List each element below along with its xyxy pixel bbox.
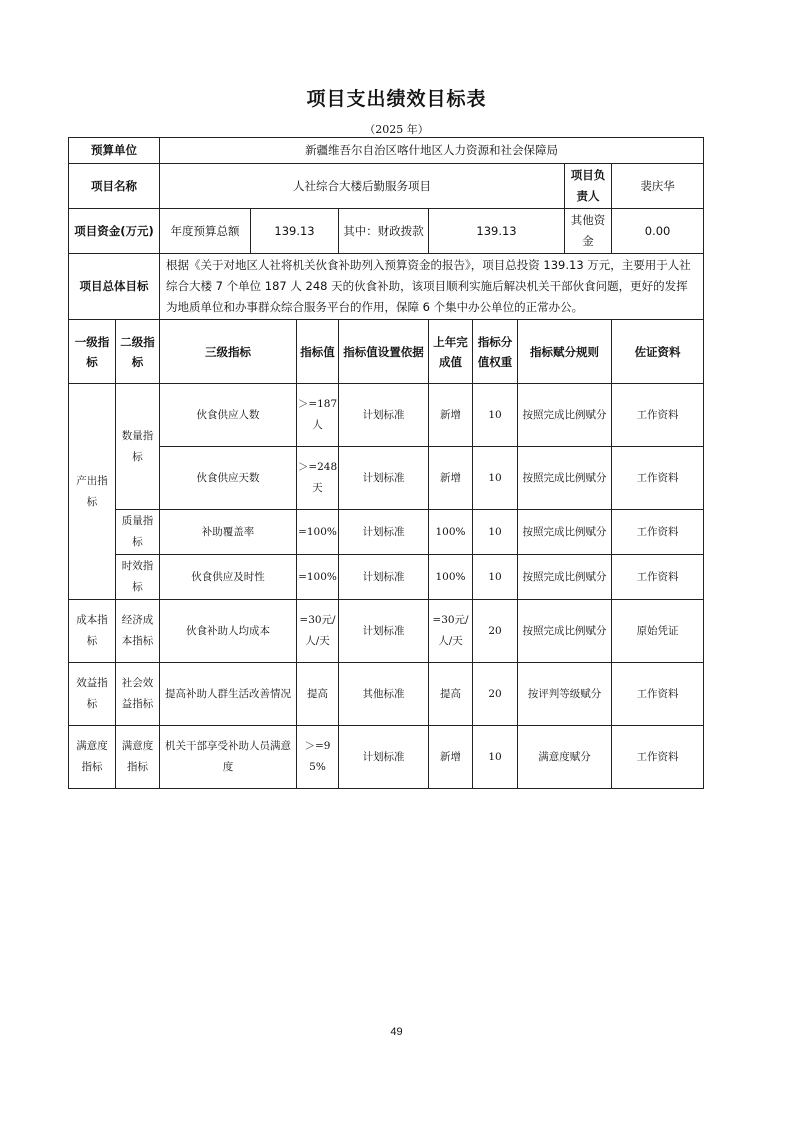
table-row	[69, 384, 704, 447]
last-year-cell: 新增	[429, 447, 473, 510]
rule-cell: 按评判等级赋分	[518, 663, 612, 726]
project-owner-label: 项目负责人	[565, 164, 612, 209]
indicator-cell: 补助覆盖率	[160, 510, 297, 555]
basis-cell: 计划标准	[339, 555, 429, 600]
value-cell: =100%	[297, 510, 339, 555]
value-cell: ＞=248天	[297, 447, 339, 510]
rule-cell: 按照完成比例赋分	[518, 600, 612, 663]
basis-cell: 计划标准	[339, 384, 429, 447]
project-name-row	[69, 164, 704, 209]
group-output: 产出指标	[69, 384, 116, 600]
col-header-basis: 指标值设置依据	[339, 320, 429, 384]
evidence-cell: 原始凭证	[612, 600, 704, 663]
rule-cell: 按照完成比例赋分	[518, 384, 612, 447]
column-header-row	[69, 320, 704, 384]
basis-cell: 其他标准	[339, 663, 429, 726]
table-row	[69, 555, 704, 600]
fiscal-funds-label: 其中：财政拨款	[339, 209, 429, 254]
evidence-cell: 工作资料	[612, 663, 704, 726]
value-cell: =30元/人/天	[297, 600, 339, 663]
group-quantity: 数量指标	[116, 384, 160, 510]
indicator-cell: 伙食供应人数	[160, 384, 297, 447]
group-cost: 成本指标	[69, 600, 116, 663]
budget-unit-row	[69, 138, 704, 164]
value-cell: 提高	[297, 663, 339, 726]
col-header-rule: 指标赋分规则	[518, 320, 612, 384]
budget-unit-label: 预算单位	[69, 138, 160, 164]
col-header-weight: 指标分值权重	[473, 320, 518, 384]
evidence-cell: 工作资料	[612, 510, 704, 555]
evidence-cell: 工作资料	[612, 447, 704, 510]
budget-unit-value: 新疆维吾尔自治区喀什地区人力资源和社会保障局	[160, 138, 704, 164]
weight-cell: 20	[473, 663, 518, 726]
table-row	[69, 447, 704, 510]
weight-cell: 10	[473, 447, 518, 510]
col-header-level1: 一级指标	[69, 320, 116, 384]
table-row	[69, 663, 704, 726]
performance-table	[68, 137, 704, 789]
other-funds-value: 0.00	[612, 209, 704, 254]
fiscal-funds-value: 139.13	[429, 209, 565, 254]
group-satisfaction-sub: 满意度指标	[116, 726, 160, 789]
other-funds-label: 其他资金	[565, 209, 612, 254]
last-year-cell: 100%	[429, 555, 473, 600]
group-benefit: 效益指标	[69, 663, 116, 726]
last-year-cell: 新增	[429, 384, 473, 447]
group-quality: 质量指标	[116, 510, 160, 555]
page-title: 项目支出绩效目标表	[306, 88, 487, 110]
rule-cell: 按照完成比例赋分	[518, 555, 612, 600]
weight-cell: 10	[473, 726, 518, 789]
last-year-cell: =30元/人/天	[429, 600, 473, 663]
year-note: （2025 年）	[364, 123, 429, 136]
basis-cell: 计划标准	[339, 726, 429, 789]
overall-goal-row	[69, 254, 704, 320]
weight-cell: 10	[473, 510, 518, 555]
col-header-last-year: 上年完成值	[429, 320, 473, 384]
col-header-level3: 三级指标	[160, 320, 297, 384]
basis-cell: 计划标准	[339, 600, 429, 663]
page-number: 49	[390, 1026, 403, 1038]
table-row	[69, 726, 704, 789]
project-name-value: 人社综合大楼后勤服务项目	[160, 164, 565, 209]
table-row	[69, 510, 704, 555]
weight-cell: 10	[473, 555, 518, 600]
weight-cell: 20	[473, 600, 518, 663]
indicator-cell: 伙食供应及时性	[160, 555, 297, 600]
indicator-cell: 提高补助人群生活改善情况	[160, 663, 297, 726]
evidence-cell: 工作资料	[612, 555, 704, 600]
evidence-cell: 工作资料	[612, 384, 704, 447]
indicator-cell: 机关干部享受补助人员满意度	[160, 726, 297, 789]
value-cell: ＞=187人	[297, 384, 339, 447]
col-header-evidence: 佐证资料	[612, 320, 704, 384]
funds-label: 项目资金(万元)	[69, 209, 160, 254]
indicator-cell: 伙食补助人均成本	[160, 600, 297, 663]
rule-cell: 满意度赋分	[518, 726, 612, 789]
last-year-cell: 提高	[429, 663, 473, 726]
col-header-level2: 二级指标	[116, 320, 160, 384]
evidence-cell: 工作资料	[612, 726, 704, 789]
group-social-benefit: 社会效益指标	[116, 663, 160, 726]
indicator-cell: 伙食供应天数	[160, 447, 297, 510]
rule-cell: 按照完成比例赋分	[518, 510, 612, 555]
weight-cell: 10	[473, 384, 518, 447]
project-owner-value: 裴庆华	[612, 164, 704, 209]
basis-cell: 计划标准	[339, 510, 429, 555]
value-cell: ＞=95%	[297, 726, 339, 789]
col-header-value: 指标值	[297, 320, 339, 384]
overall-goal-label: 项目总体目标	[69, 254, 160, 320]
annual-budget-value: 139.13	[251, 209, 339, 254]
group-satisfaction: 满意度指标	[69, 726, 116, 789]
funds-row	[69, 209, 704, 254]
rule-cell: 按照完成比例赋分	[518, 447, 612, 510]
group-economic-cost: 经济成本指标	[116, 600, 160, 663]
annual-budget-label: 年度预算总额	[160, 209, 251, 254]
group-timeliness: 时效指标	[116, 555, 160, 600]
table-row	[69, 600, 704, 663]
last-year-cell: 100%	[429, 510, 473, 555]
last-year-cell: 新增	[429, 726, 473, 789]
value-cell: =100%	[297, 555, 339, 600]
project-name-label: 项目名称	[69, 164, 160, 209]
basis-cell: 计划标准	[339, 447, 429, 510]
overall-goal-text: 根据《关于对地区人社将机关伙食补助列入预算资金的报告》，项目总投资 139.13 万元，主要用于人社综合大楼 7 个单位 187 人 248 天的伙食补助，该项目顺利实施后解决机关干部伙食问题，更好的发挥为地质单位和办事群众综合服务平台的作用，保障 6 个集中办公单位的正常办公。	[160, 254, 704, 320]
